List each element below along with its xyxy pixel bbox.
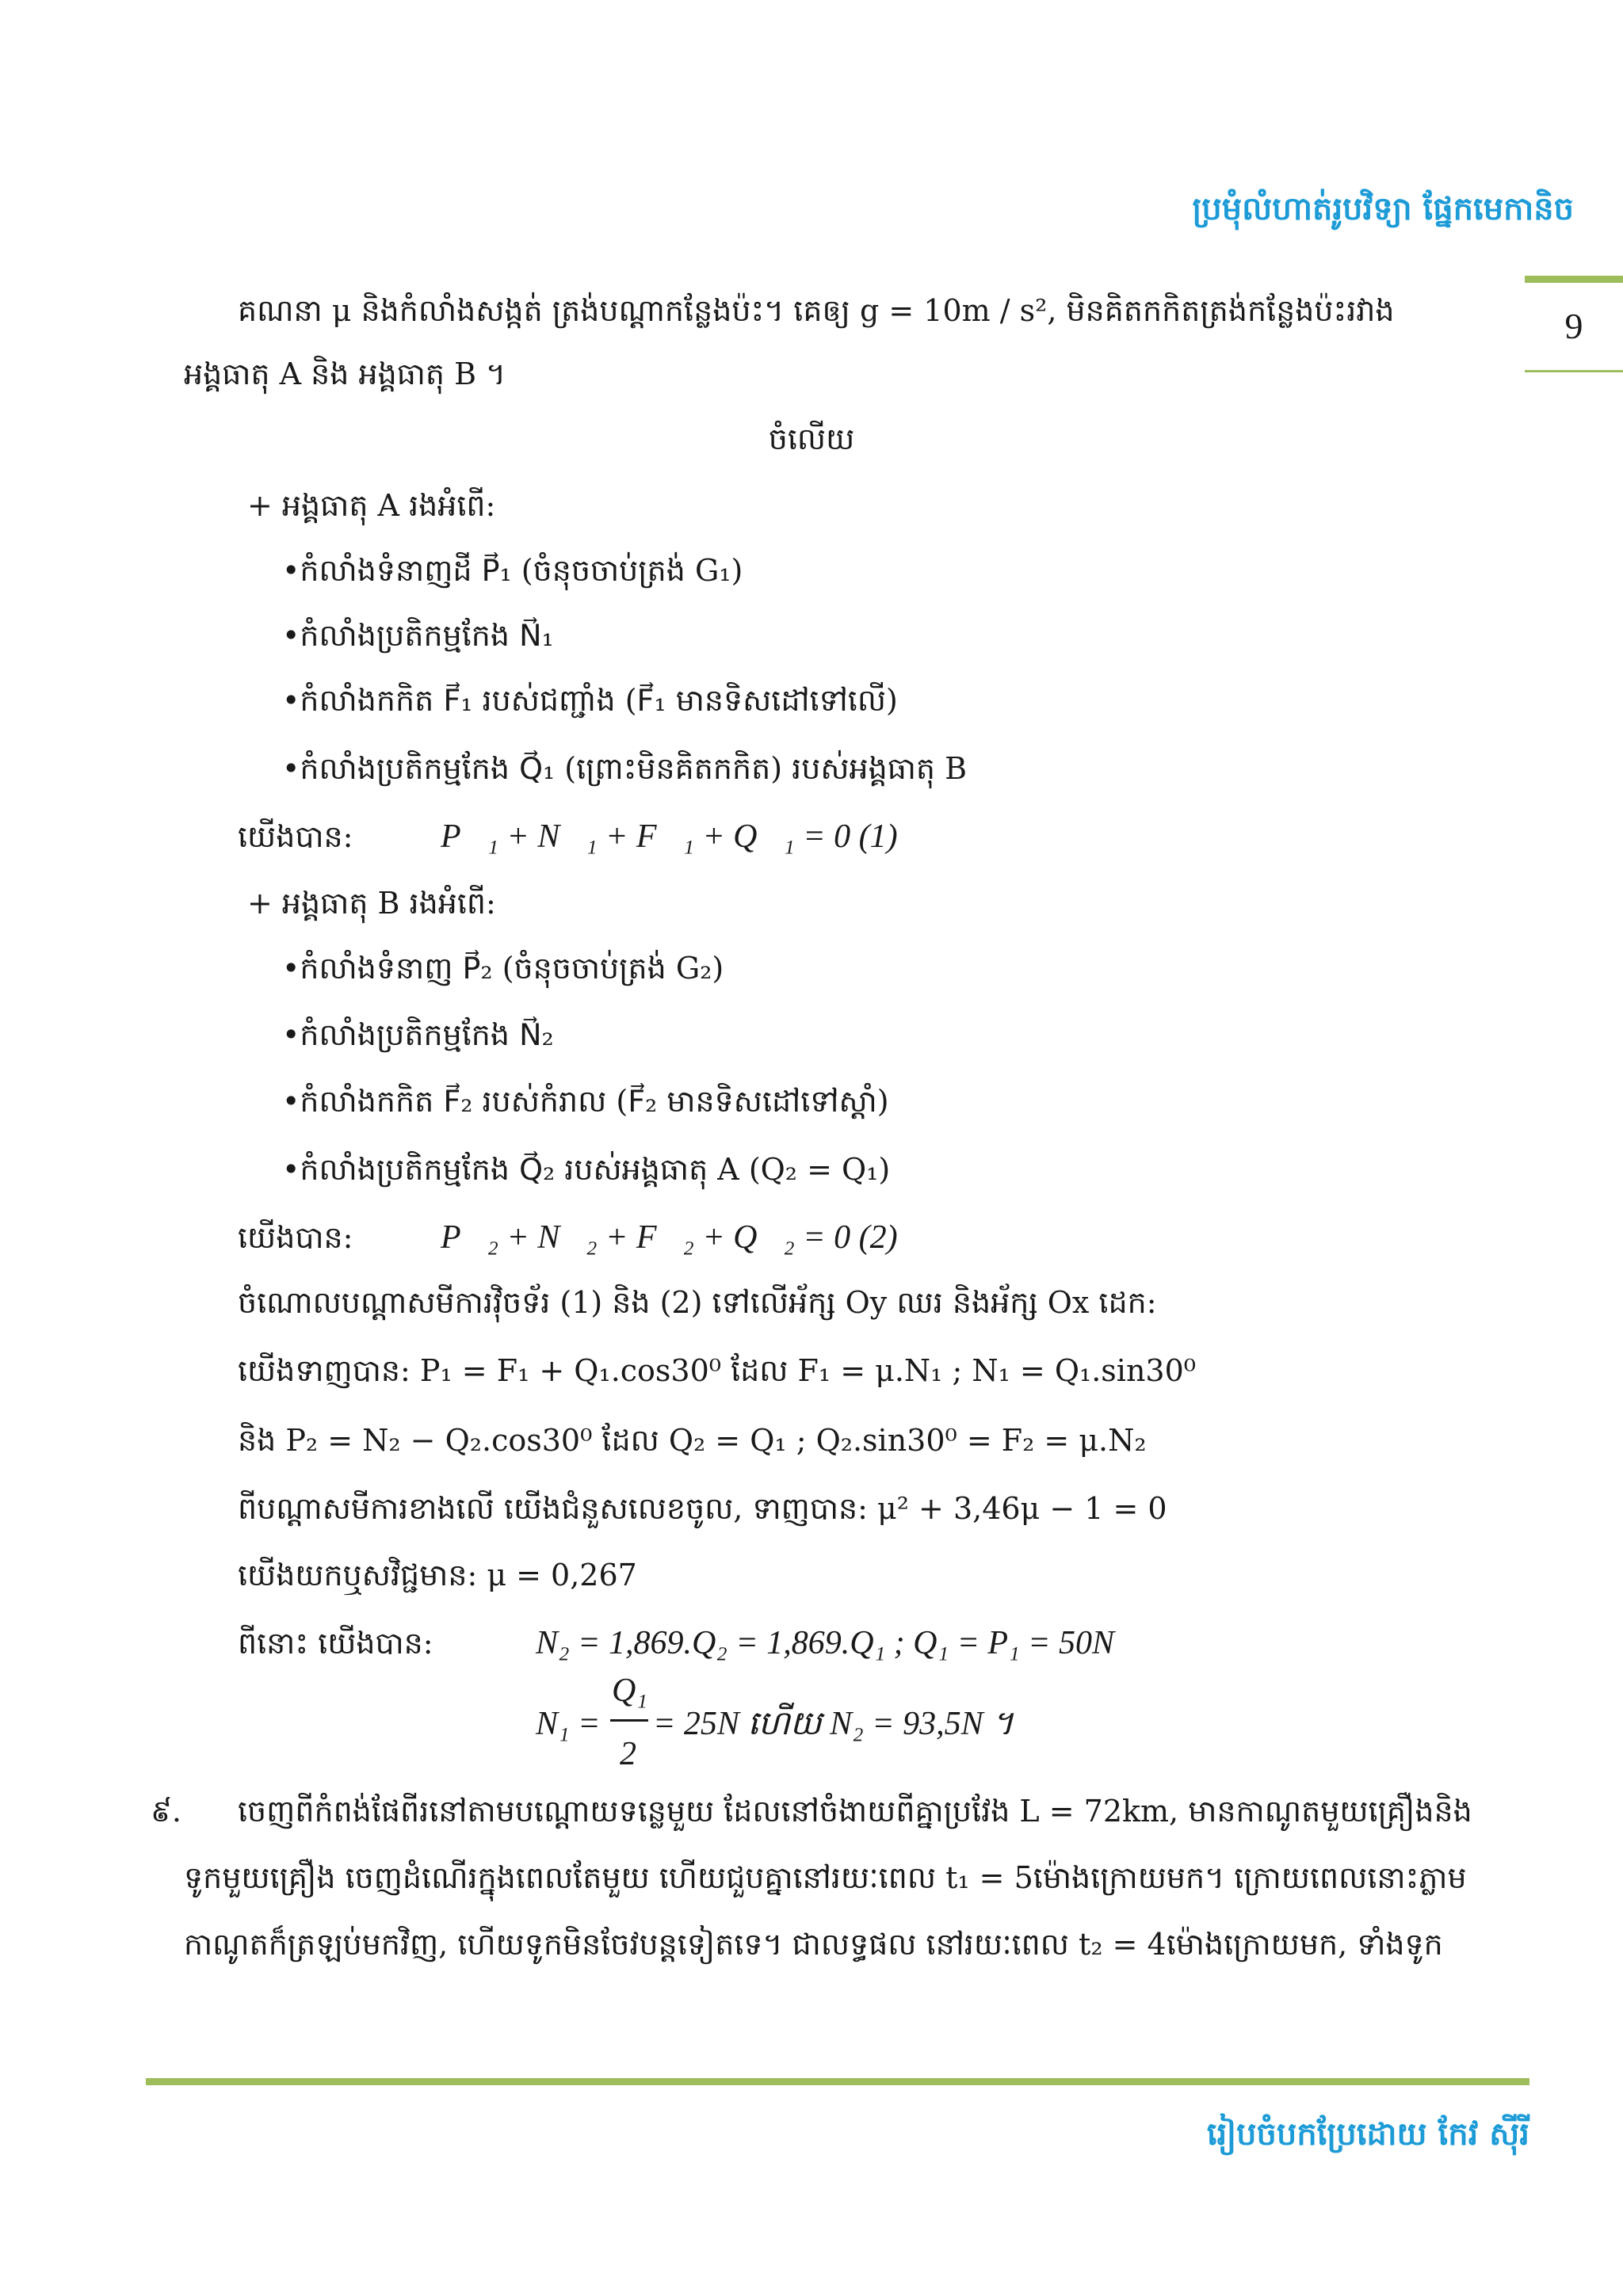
fraction-numerator: Q₁	[612, 1672, 647, 1709]
equation-1: P⃗₁ + N⃗₁ + F⃗₁ + Q⃗₁ = 0 (1)	[441, 818, 898, 855]
force-item-weight-b: •កំលាំងទំនាញ P⃗₂ (ចំនុចចាប់ត្រង់ G₂)	[282, 951, 724, 986]
force-item-normal-a: •កំលាំងប្រតិកម្មកែង N⃗₁	[282, 618, 554, 653]
result-formula-n1-right: = 25N ហើយ N₂ = 93,5N ។	[653, 1706, 1014, 1742]
footer-credit: រៀបចំបកប្រែដោយ កែវ ស៊ីរី	[1206, 2116, 1529, 2153]
quadratic-equation-line: ពីបណ្តាសមីការខាងលើ យើងជំនួសលេខចូល, ទាញបាន: μ² + 3,46μ − 1 = 0	[238, 1491, 1167, 1526]
page-number-rule-top	[1525, 276, 1623, 283]
force-item-reaction-b: •កំលាំងប្រតិកម្មកែង Q⃗₂ របស់អង្គធាតុ A (Q₂ = Q₁)	[282, 1152, 891, 1187]
problem-statement-line-2: អង្គធាតុ A និង អង្គធាតុ B ។	[184, 357, 506, 391]
force-item-friction-a: •កំលាំងកកិត F⃗₁ របស់ជញ្ជាំង (F⃗₁ មានទិសដៅទៅលើ)	[282, 683, 898, 718]
problem-9-number: ៩.	[151, 1794, 181, 1829]
problem-9-line-3: កាណូតក៏ត្រឡប់មកវិញ, ហើយទូកមិនចែវបន្តទៀតទេ។ ជាលទ្ធផល នៅរយៈពេល t₂ = 4ម៉ោងក្រោយមក, ទាំងទូក	[184, 1927, 1443, 1962]
body-b-forces-heading: + អង្គធាតុ B រងអំពើ:	[247, 886, 496, 921]
result-formula-n1-left: N₁ =	[536, 1706, 601, 1742]
force-item-normal-b: •កំលាំងប្រតិកម្មកែង N⃗₂	[282, 1017, 554, 1052]
equation-2: P⃗₂ + N⃗₂ + F⃗₂ + Q⃗₂ = 0 (2)	[441, 1219, 898, 1256]
fraction-bar	[610, 1719, 648, 1722]
equation-2-label: យើងបាន:	[238, 1220, 353, 1255]
page-number: 9	[1564, 306, 1583, 346]
body-a-forces-heading: + អង្គធាតុ A រងអំពើ:	[247, 488, 496, 523]
problem-9-line-2: ទូកមួយគ្រឿង ចេញដំណើរក្នុងពេលតែមួយ ហើយជួបគ្នានៅរយៈពេល t₁ = 5ម៉ោងក្រោយមក។ ក្រោយពេលនោះភ្លាម	[184, 1860, 1467, 1895]
projection-sentence: ចំណោលបណ្តាសមីការវ៉ិចទ័រ (1) និង (2) ទៅលើអ័ក្ស Oy ឈរ និងអ័ក្ស Ox ដេក:	[238, 1285, 1157, 1320]
footer-rule	[146, 2078, 1529, 2085]
problem-statement-line-1: គណនា μ និងកំលាំងសង្កត់ ត្រង់បណ្តាកន្លែងប៉ះ។ គេឲ្យ g = 10m / s², មិនគិតកកិតត្រង់កន្លែងប៉ះរវាង	[238, 293, 1395, 328]
solution-heading: ចំលើយ	[768, 421, 855, 456]
positive-root-line: យើងយកឬសវិជ្ជមាន: μ = 0,267	[238, 1558, 637, 1592]
derivation-line-2: និង P₂ = N₂ − Q₂.cos30⁰ ដែល Q₂ = Q₁ ; Q₂.sin30⁰ = F₂ = μ.N₂	[238, 1423, 1147, 1458]
fraction-denominator: 2	[620, 1736, 636, 1772]
result-label: ពីនោះ យើងបាន:	[238, 1626, 433, 1661]
problem-9-line-1: ចេញពីកំពង់ផែពីរនៅតាមបណ្តោយទន្លេមួយ ដែលនៅចំងាយពីគ្នាប្រវែង L = 72km, មានកាណូតមួយគ្រឿងនិង	[238, 1794, 1472, 1829]
result-formula-n2: N₂ = 1,869.Q₂ = 1,869.Q₁ ; Q₁ = P₁ = 50N	[536, 1625, 1115, 1661]
force-item-weight-a: •កំលាំងទំនាញដី P⃗₁ (ចំនុចចាប់ត្រង់ G₁)	[282, 553, 743, 588]
force-item-reaction-a: •កំលាំងប្រតិកម្មកែង Q⃗₁ (ព្រោះមិនគិតកកិត) របស់អង្គធាតុ B	[282, 751, 968, 786]
running-header-title: ប្រមុំលំហាត់រូបវិទ្យា ផ្នែកមេកានិច	[1192, 191, 1574, 227]
equation-1-label: យើងបាន:	[238, 819, 353, 854]
derivation-line-1: យើងទាញបាន: P₁ = F₁ + Q₁.cos30⁰ ដែល F₁ = μ.N₁ ; N₁ = Q₁.sin30⁰	[238, 1353, 1197, 1388]
page-number-rule-bottom	[1525, 370, 1623, 372]
force-item-friction-b: •កំលាំងកកិត F⃗₂ របស់កំរាល (F⃗₂ មានទិសដៅទៅស្តាំ)	[282, 1084, 889, 1119]
